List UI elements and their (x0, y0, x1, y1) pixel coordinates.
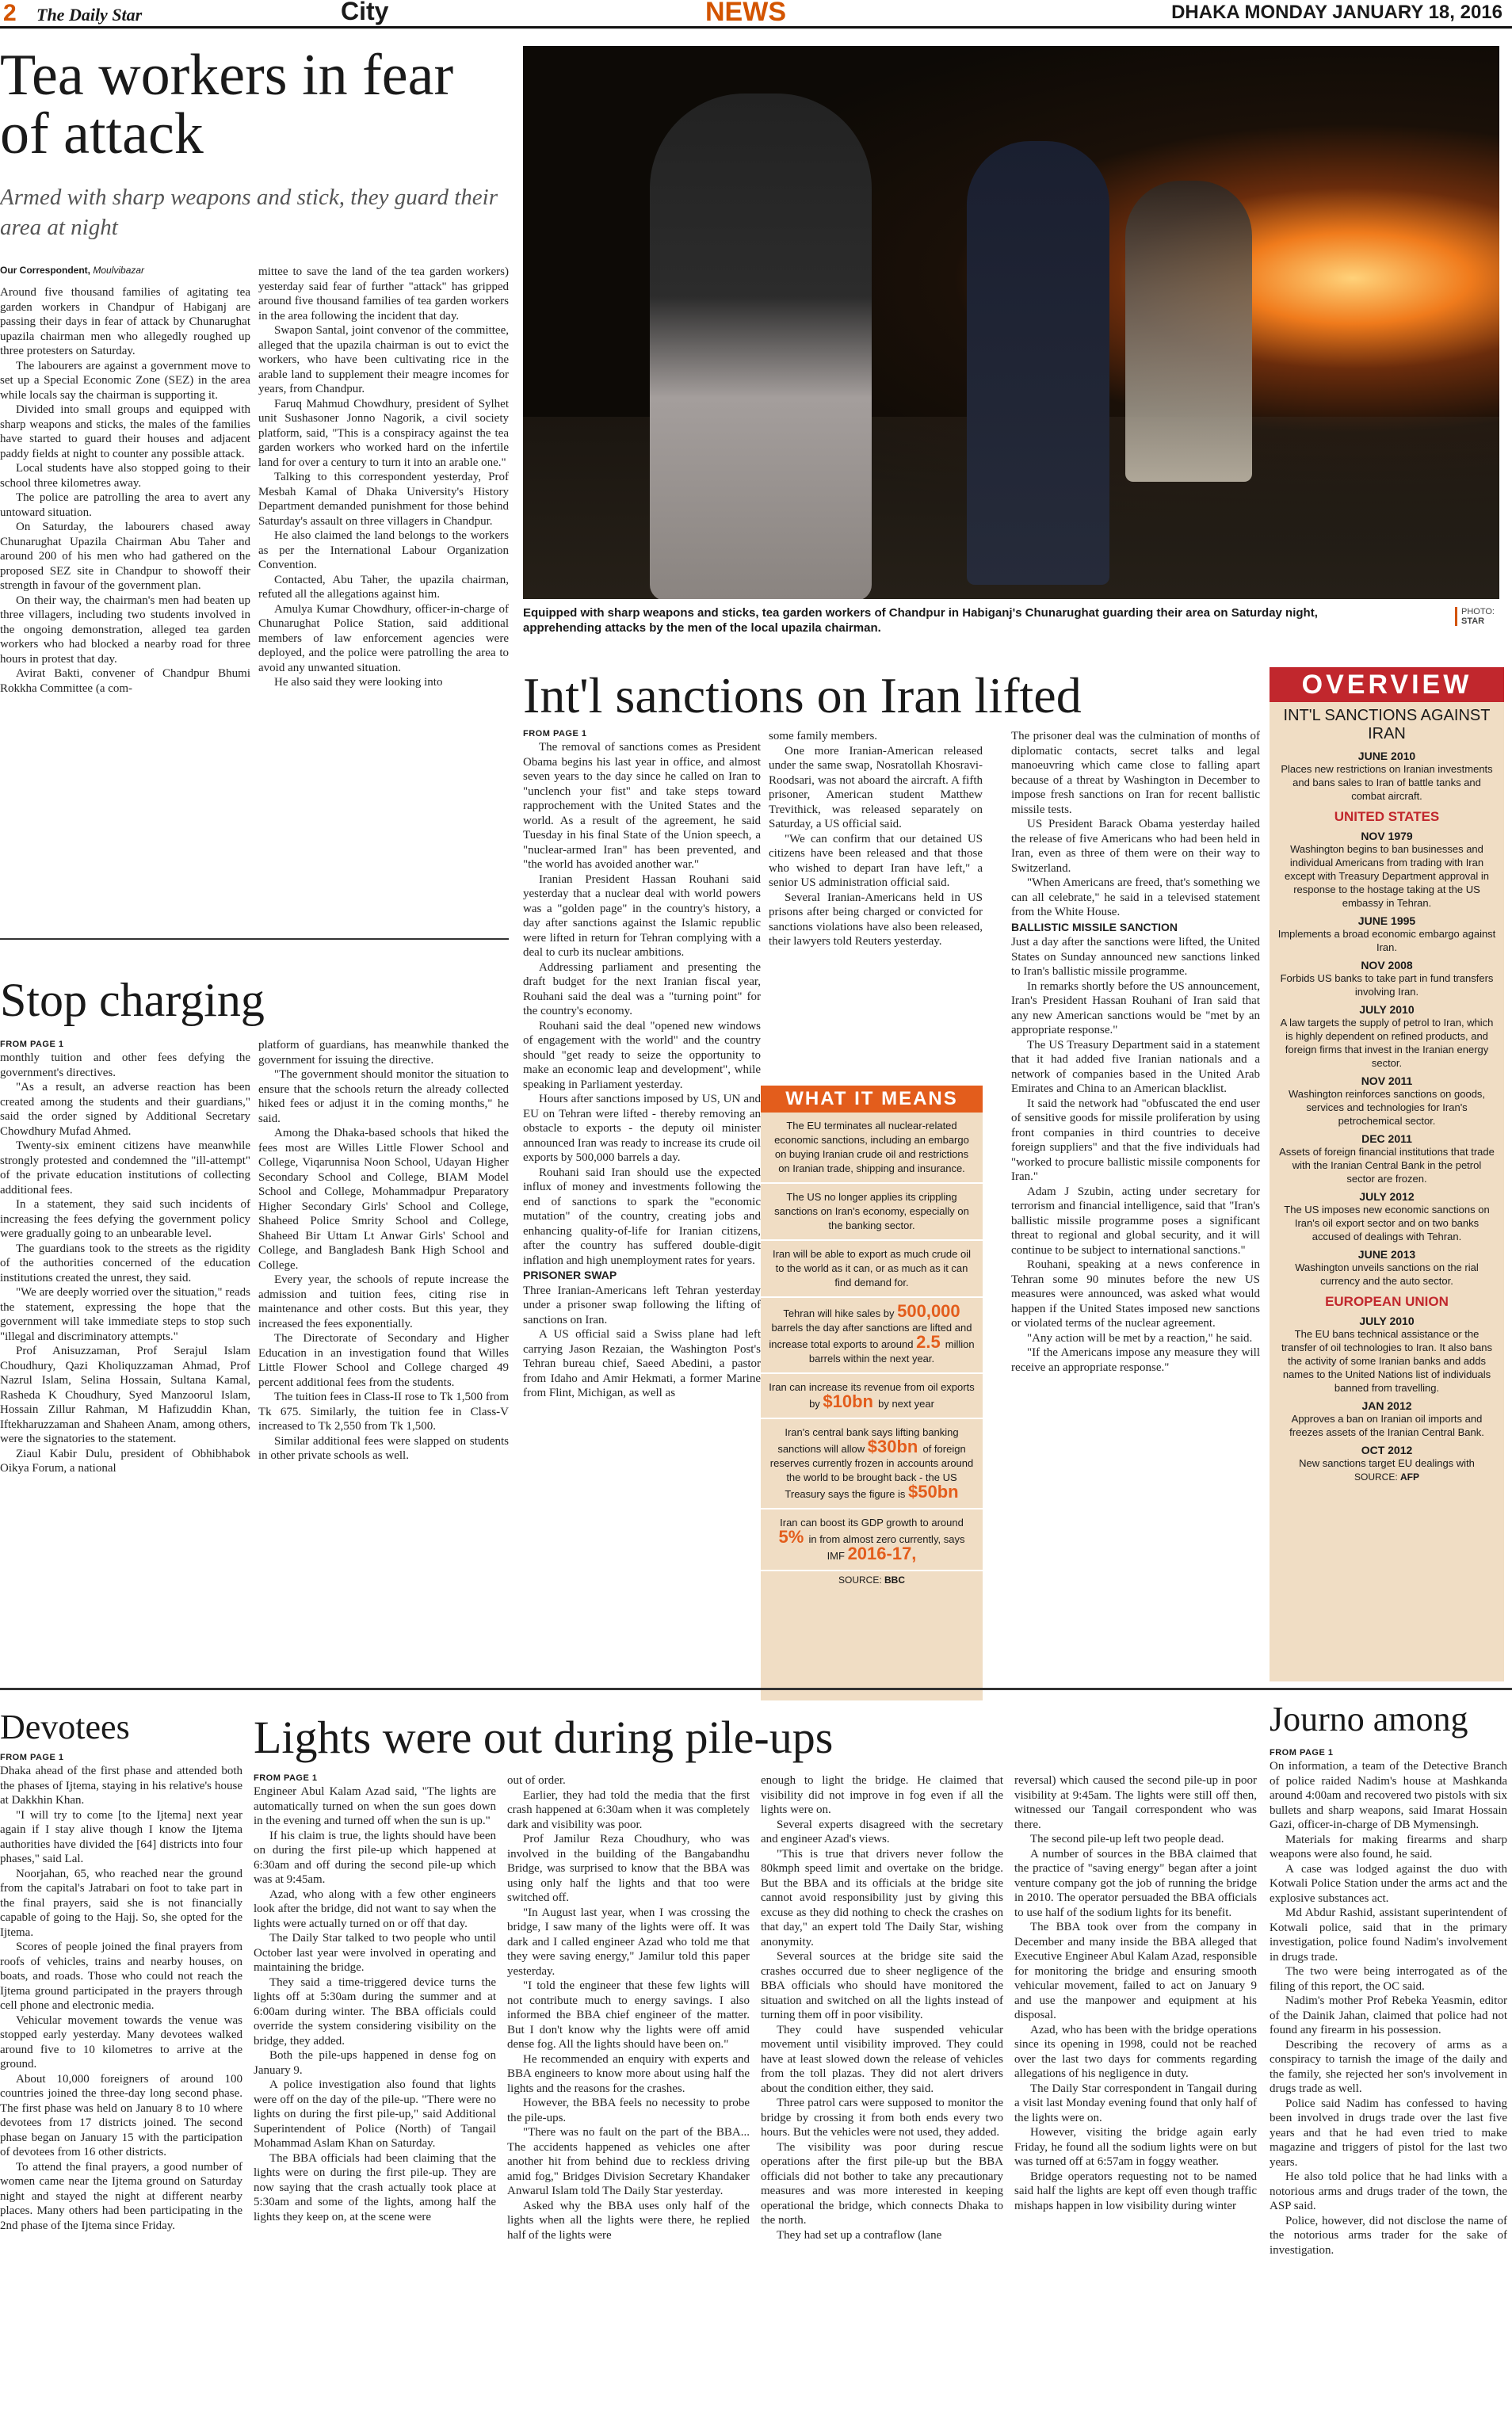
overview-text: Approves a ban on Iranian oil imports and freezes assets of the Iranian Central Bank. (1289, 1413, 1484, 1438)
overview-date: JUNE 2010 (1357, 750, 1416, 762)
highlight-figure: 2.5 (916, 1332, 945, 1352)
iran-column-1 (523, 740, 761, 1678)
paragraph: Describing the recovery of arms as a conspiracy to tarnish the image of the daily and the family, she rejected her son's involvement in drugs trade as well. (1270, 2038, 1507, 2095)
section-label: NEWS (705, 0, 786, 27)
paragraph: Engineer Abul Kalam Azad said, "The lights are automatically turned on when the sun goes down in the evening and turned off when the sun is up." (254, 1785, 496, 1827)
paragraph: Every year, the schools of repute increase the admission and tuition fees, citing rise in maintenance and other costs. But this year, they increased the fees exponentially. (258, 1273, 509, 1330)
paragraph: "This is true that drivers never follow the 80kmph speed limit and overtake on the bridge. But the BBA and its officials at the bridge site cannot avoid responsibility just by giving this excuse as they did nothing to check the crashes on that day," an expert told The Daily Star, wishing anonymity. (761, 1847, 1003, 1948)
paragraph: Swapon Santal, joint convenor of the committee, alleged that the upazila chairman is out to evict the workers, who have been cultivating rice in the arable land to supplement their meagre incomes for years, from Chandpur. (258, 324, 509, 395)
paragraph: It said the network had "obfuscated the end user of sensitive goods for missile proliferation by using front companies in third countries to deceive foreign suppliers" and that the five individuals had "worked to procure ballistic missile components for Iran." (1011, 1097, 1260, 1183)
paragraph: Noorjahan, 65, who reached near the ground from the capital's Jatrabari on foot to take part in the final prayers, said she is not financially capable of going to the Hajj. So, she opted for the Ijtema. (0, 1867, 242, 1939)
paragraph: He also told police that he had links with a notorious arms and drugs trader of the town, the ASP said. (1270, 2170, 1507, 2212)
devotees-jump: FROM PAGE 1 (0, 1753, 64, 1762)
paragraph: mittee to save the land of the tea garden workers) yesterday said fear of further "attack" has gripped around five thousand families of tea garden workers in the area following the incident that day. (258, 265, 509, 323)
lights-column-2 (507, 1773, 750, 2414)
source-name: BBC (884, 1574, 906, 1586)
paragraph: Adam J Szubin, acting under secretary for terrorism and financial intelligence, said that "Iran's ballistic missile programme poses a significant threat to regional and global security, and it will continue to be subject to international sanctions." (1011, 1185, 1260, 1257)
source-label: SOURCE: (838, 1574, 882, 1586)
paragraph: Nadim's mother Prof Rebeka Yeasmin, editor of the Dainik Jahan, claimed that police had not found any firearm in his possession. (1270, 1994, 1507, 2036)
overview-text: Washington unveils sanctions on the rial currency and the auto sector. (1295, 1261, 1479, 1287)
highlight-figure: 5% (778, 1527, 809, 1547)
overview-text: Assets of foreign financial institutions that trade with the Iranian Central Bank in the petrol sector are frozen. (1279, 1146, 1495, 1185)
what-it-means-item (761, 1113, 983, 1184)
paragraph: Prof Anisuzzaman, Prof Serajul Islam Choudhury, Qazi Kholiquzzaman Ahmad, Prof Nazrul Islam, Selina Hossain, Sultana Kamal, Rasheda K Choudhury, Syed Manzoorul Islam, Hossain Zillur Rahman, M Hafizuddin Khan, Iftekharuzzaman and Shaheen Anam, among others, were the signatories to the statement. (0, 1345, 250, 1445)
paragraph: The police are patrolling the area to avert any untoward situation. (0, 491, 250, 519)
paragraph: Local students have also stopped going to their school three kilometres away. (0, 462, 250, 490)
journo-column (1270, 1759, 1507, 2414)
highlight-figure: $30bn (867, 1437, 923, 1456)
what-it-means-item (761, 1510, 983, 1571)
paragraph: Twenty-six eminent citizens have meanwhile strongly protested and condemned the "ill-attempt" of the private education institutions of collecting additional fees. (0, 1139, 250, 1197)
paragraph: Faruq Mahmud Chowdhury, president of Sylhet unit Sushasoner Jonno Nagorik, a civil society platform, said, "This is a conspiracy against the tea garden workers who worked hard on the infertile land for over a century to turn it into an arable one." (258, 397, 509, 469)
item-text: Iran will be able to export as much crude oil to the world as it can, or as much as it can find demand for. (772, 1248, 971, 1288)
item-text: in (808, 1533, 820, 1545)
paragraph: A number of sources in the BBA claimed that the practice of "saving energy" began after a joint venture company got the job of running the bridge in 2010. The operator persuaded the BBA officials to use half of the sodium lights for its benefit. (1014, 1847, 1257, 1919)
paragraph: "If the Americans impose any measure they will receive an appropriate response." (1011, 1346, 1260, 1374)
item-text: from almost zero currently, says IMF (819, 1533, 965, 1562)
paragraph: "When Americans are freed, that's something we can all celebrate," he said in a televised statement from the White House. (1011, 876, 1260, 918)
paragraph: Dhaka ahead of the first phase and attended both the phases of Ijtema, staying in his relative's house at Dakkhin Khan. (0, 1765, 242, 1807)
paragraph: Hours after sanctions imposed by US, UN and EU on Tehran were lifted - thereby removing an obstacle to exports - the deputy oil minister announced Iran was ready to increase its crude oil exports by 500,000 barrels a day. (523, 1093, 761, 1164)
paragraph: In remarks shortly before the US announcement, Iran's President Hassan Rouhani of Iran said that any new American sanctions would be "met by an appropriate response." (1011, 979, 1260, 1036)
paragraph: He also claimed the land belongs to the workers as per the International Labour Organization Convention. (258, 529, 509, 571)
what-it-means-item (761, 1298, 983, 1374)
paragraph: They said a time-triggered device turns the lights off at 5:30am during the summer and at 6:00am during winter. The BBA officials could override the system considering visibility on the bridge, they added. (254, 1975, 496, 2048)
item-text: Iran's central bank says lifting banking sanctions will allow (777, 1426, 959, 1455)
paragraph: Amulya Kumar Chowdhury, officer-in-charge of Chunarughat Police Station, said additional members of law enforcement agencies were deployed, and the police were patrolling the area to avoid any unwanted situation. (258, 602, 509, 674)
overview-text: Forbids US banks to take part in fund transfers involving Iran. (1280, 972, 1494, 998)
paragraph: The two were being interrogated as of the filing of this report, the OC said. (1270, 1965, 1507, 1993)
paragraph: Three patrol cars were supposed to monitor the bridge by crossing it from both ends every two hours. But the vehicles were not used, they added. (761, 2097, 1003, 2139)
paragraph: monthly tuition and other fees defying the government's directives. (0, 1052, 250, 1079)
paragraph: On their way, the chairman's men had beaten up three villagers, including two students involved in the ongoing demonstration, alleged tea garden workers who had blocked a nearby road for three hours in protest that day. (0, 594, 250, 666)
what-it-means-item (761, 1184, 983, 1241)
lights-column-4 (1014, 1773, 1257, 2414)
paragraph: "The government should monitor the situation to ensure that the schools return the already collected hiked fees or adjust it in the coming months," he said. (258, 1068, 509, 1125)
item-text: by next year (878, 1398, 934, 1410)
paragraph: Several experts disagreed with the secretary and engineer Azad's views. (761, 1818, 1003, 1845)
paragraph: "We are deeply worried over the situation," reads the statement, expressing the hope that the government will take immediate steps to stop such "illegal and discriminatory attempts." (0, 1286, 250, 1343)
item-text: barrels the day after sanctions are lifted and increase total exports to around (769, 1322, 972, 1350)
divider (0, 1688, 1512, 1690)
paragraph: The Directorate of Secondary and Higher Education in an investigation found that Willes Little Flower School and College charged 49 percent additional fees from the students. (258, 1332, 509, 1389)
tea-workers-photo (523, 46, 1499, 599)
photo-credit (1455, 607, 1502, 626)
paragraph: Talking to this correspondent yesterday, Prof Mesbah Kamal of Dhaka University's History Department demanded punishment for those behind Saturday's assault on three villagers in Chandpur. (258, 471, 509, 528)
overview-text: Washington reinforces sanctions on goods, services and technologies for Iran's petrochemical sector. (1288, 1088, 1486, 1127)
highlight-figure: 500,000 (897, 1301, 960, 1321)
paragraph: "In August last year, when I was crossing the bridge, I saw many of the lights were off. It was dark and I called engineer Azad who told me that they were saving energy," Jamilur told this paper yesterday. (507, 1906, 750, 1978)
paragraph: The tuition fees in Class-II rose to Tk 1,500 from Tk 675. Similarly, the tuition fee in Class-V increased to Tk 2,550 from Tk 1,500. (258, 1391, 509, 1433)
paragraph: platform of guardians, has meanwhile thanked the government for issuing the directive. (258, 1039, 509, 1067)
overview-date: JAN 2012 (1361, 1399, 1412, 1412)
dateline: DHAKA MONDAY JANUARY 18, 2016 (1171, 2, 1502, 23)
iran-headline: Int'l sanctions on Iran lifted (523, 667, 1082, 723)
paragraph: The BBA officials had been claiming that the lights were on during the first pile-up. They are now saying that the crash actually took place at 5:30am and some of the lights, among half the lights they keep on, at the scene were (254, 2151, 496, 2223)
lights-headline: Lights were out during pile-ups (254, 1712, 834, 1763)
paragraph: "There was no fault on the part of the BBA... The accidents happened as vehicles one after another hit from behind due to reckless driving amid fog," Bridges Division Secretary Khandaker Anwarul Islam told The Daily Star yesterday. (507, 2126, 750, 2197)
paragraph: Police said Nadim has confessed to having been involved in drugs trade over the last five years and that he had even tried to make magazine and triggers of pistol for the last two years. (1270, 2097, 1507, 2169)
paragraph: Rouhani, speaking at a news conference in Tehran some 90 minutes before the new US measures were announced, was asked what would happen if the United States imposed new sanctions or violated terms of the nuclear agreement. (1011, 1258, 1260, 1330)
paragraph: Asked why the BBA uses only half of the lights when all the lights were there, he replied half of the lights were (507, 2199, 750, 2242)
photo-figure-back (1125, 181, 1252, 482)
paragraph: "I told the engineer that these few lights will not contribute much to energy savings. I also informed the BBA chief engineer of the matter. But I don't know why the lights were off amid dense fog. All the lights should have been on." (507, 1979, 750, 2051)
paragraph: Avirat Bakti, convener of Chandpur Bhumi Rokkha Committee (a com- (0, 667, 250, 695)
paragraph: Several Iranian-Americans held in US prisons after being charged or convicted for sanctions violations have also been released, their lawyers told Reuters yesterday. (769, 891, 983, 948)
overview-title: OVERVIEW (1270, 667, 1504, 702)
paragraph: Azad, who has been with the bridge operations since its opening in 1998, could not be reached over the last two days for comments regarding allegations of his negligence in duty. (1014, 2023, 1257, 2080)
paragraph: Police, however, did not disclose the name of the notorious arms trader for the sake of investigation. (1270, 2214, 1507, 2257)
devotees-headline: Devotees (0, 1708, 130, 1746)
overview-text: New sanctions target EU dealings with (1299, 1457, 1475, 1469)
item-text: Tehran will hike sales by (783, 1307, 898, 1319)
subheading: PRISONER SWAP (523, 1269, 617, 1281)
stop-column-2 (258, 1038, 509, 1685)
what-it-means-source (761, 1574, 983, 1586)
subheading: BALLISTIC MISSILE SANCTION (1011, 920, 1178, 933)
overview-date: JULY 2010 (1359, 1315, 1415, 1327)
paragraph: some family members. (769, 730, 878, 742)
paragraph: The labourers are against a government move to set up a Special Economic Zone (SEZ) in the area while locals say the chairman is supporting it. (0, 359, 250, 402)
tea-subhead: Armed with sharp weapons and stick, they guard their area at night (0, 185, 498, 240)
paragraph: About 10,000 foreigners of around 100 countries joined the three-day long second phase. The first phase was held on January 8 to 10 where devotees from 17 districts joined. The second phase began on January 15 with the participation of devotees from 16 other districts. (0, 2072, 242, 2158)
iran-column-2 (761, 729, 983, 1081)
paragraph: "We can confirm that our detained US citizens have been released and that those who wished to depart Iran have left," a senior US administration official said. (769, 832, 983, 889)
paragraph: On Saturday, the labourers chased away Chunarughat Upazila Chairman Abu Taher and around 200 of his men who had gathered on the proposed SEZ site in Chandpur to showoff their strength in favour of the government plan. (0, 521, 250, 592)
paragraph: Scores of people joined the final prayers from roofs of vehicles, trains and nearby houses, on boats, and roads. Those who could not reach the Ijtema ground participated in the prayers through cell phone and electronic media. (0, 1941, 242, 2012)
paragraph: The visibility was poor during rescue operations after the first pile-up but the BBA officials did not bother to take any precautionary measures and was more interested in keeping operational the bridge, which connects Dhaka to the north. (761, 2140, 1003, 2227)
overview-source (1270, 1471, 1504, 1483)
photo-figure-middle (967, 141, 1109, 585)
what-it-means-item (761, 1241, 983, 1298)
highlight-figure: $10bn (823, 1391, 879, 1411)
paragraph: The Daily Star talked to two people who until October last year were involved in operating and maintaining the bridge. (254, 1932, 496, 1974)
paragraph: Addressing parliament and presenting the draft budget for the next Iranian fiscal year, Rouhani said the deal was a "turning point" for the country's economy. (523, 960, 761, 1017)
paragraph: He recommended an enquiry with experts and BBA engineers to know more about using half the lights and the reasons for the crashes. (507, 2052, 750, 2095)
paragraph: Azad, who along with a few other engineers look after the bridge, did not want to say when the lights were actually turned on or off that day. (254, 1887, 496, 1930)
paragraph: enough to light the bridge. He claimed that visibility did not improve in fog even if all the lights were on. (761, 1774, 1003, 1816)
paragraph: Rouhani said Iran should use the expected influx of money and investments following the end of sanctions to spark the "economic mutation" of the country, creating jobs and enhancing quality-of-life for Iranian citizens, after the country has suffered double-digit inflation and high unemployment rates for years. (523, 1166, 761, 1267)
paragraph: The Daily Star correspondent in Tangail during a visit last Monday evening found that only half of the lights were on. (1014, 2082, 1257, 2124)
masthead: The Daily Star (36, 5, 143, 25)
paragraph: reversal) which caused the second pile-up in poor visibility at 9:45am. The lights were still off then, witnessed our Tangail correspondent who was there. (1014, 1774, 1257, 1831)
paragraph: "I will try to come [to the Ijtema] next year again if I stay alive though I know the Ijtema authorities have divided the [64] districts into four phases," said Lal. (0, 1808, 242, 1865)
paragraph: "Any action will be met by a reaction," he said. (1027, 1331, 1253, 1345)
paragraph: To attend the final prayers, a good number of women came near the Ijtema ground on Saturday night and stayed the night at different nearby places. Many others had been participating in the 2nd phase of the Ijtema since Friday. (0, 2160, 242, 2232)
stop-headline: Stop charging (0, 974, 265, 1026)
paragraph: Md Abdur Rashid, assistant superintendent of Kotwali police, said that in the primary investigation, police found Nadim's involvement in drugs trade. (1270, 1906, 1507, 1964)
paragraph: A police investigation also found that lights were off on the day of the pile-up. "There were no lights on during the first pile-up," said Additional Superintendent of Police (North) of Tangail Mohammad Aslam Khan on Saturday. (254, 2078, 496, 2150)
paragraph: A case was lodged against the duo with Kotwali Police Station under the arms act and the explosive substances act. (1270, 1862, 1507, 1905)
what-it-means-title: WHAT IT MEANS (761, 1086, 983, 1113)
journo-jump: FROM PAGE 1 (1270, 1748, 1334, 1758)
paragraph: They could have suspended vehicular movement until visibility improved. They could have at least slowed down the release of vehicles from the toll plazas. They did not alert drivers about the condition either, they said. (761, 2023, 1003, 2095)
overview-date: NOV 2011 (1361, 1074, 1413, 1087)
journo-headline: Journo among (1270, 1700, 1468, 1739)
devotees-column (0, 1764, 242, 2414)
tea-column-2 (258, 265, 509, 932)
stop-jump: FROM PAGE 1 (0, 1040, 64, 1049)
paragraph: Similar additional fees were slapped on students in other private schools as well. (258, 1434, 509, 1462)
paragraph: He also said they were looking into (274, 676, 443, 689)
page-number: 2 (3, 0, 17, 26)
paragraph: However, the BBA feels no necessity to probe the pile-ups. (507, 2097, 750, 2124)
item-text: The US no longer applies its crippling sanctions on Iran's economy, especially on the banking sector. (774, 1191, 969, 1231)
item-text: The EU terminates all nuclear-related economic sanctions, including an embargo on buying Iranian crude oil and restrictions on Iranian trade, shipping and insurance. (774, 1120, 969, 1174)
byline-dateline: Moulvibazar (93, 265, 145, 276)
paragraph: Three Iranian-Americans left Tehran yesterday under a prisoner swap following the lifting of sanctions on Iran. (523, 1284, 761, 1326)
divider (0, 938, 509, 940)
paragraph: The prisoner deal was the culmination of months of diplomatic contacts, secret talks and legal manoeuvring which came close to falling apart because of a threat by Washington in December to impose fresh sanctions on Iran for recent ballistic missile tests. (1011, 730, 1260, 816)
overview-text: The EU bans technical assistance or the transfer of oil technologies to Iran. It also bans the activity of some Iranian banks and adds names to the United Nations list of individuals banned from travelling. (1281, 1328, 1492, 1394)
what-it-means-box (761, 1086, 983, 1700)
paragraph: The guardians took to the streets as the rigidity of the authorities concerned of the education institutions created the unrest, they said. (0, 1242, 250, 1284)
source-label: SOURCE: (1354, 1471, 1398, 1483)
tea-byline (0, 265, 144, 276)
what-it-means-item (761, 1374, 983, 1419)
highlight-figure: $50bn (907, 1482, 959, 1502)
paragraph: However, visiting the bridge again early Friday, he found all the sodium lights were on but was turned off at 6:57am in foggy weather. (1014, 2126, 1257, 2168)
paragraph: Divided into small groups and equipped with sharp weapons and sticks, the males of the families have started to guard their houses and adjacent paddy fields at night to counter any possible attack. (0, 403, 250, 460)
paragraph: Bridge operators requesting not to be named said half the lights are kept off even though traffic mishaps happen in low visibility during winter (1014, 2170, 1257, 2212)
paragraph: A US official said a Swiss plane had left carrying Jason Rezaian, the Washington Post's Tehran bureau chief, Saeed Abedini, a pastor from Idaho and Amir Hekmati, a former Marine from Flint, Michigan, as well as (523, 1328, 761, 1399)
overview-date: JUNE 1995 (1357, 914, 1416, 927)
highlight-figure: 2016-17, (847, 1544, 917, 1563)
stop-column-1 (0, 1051, 250, 1685)
photo-figure-front (650, 94, 872, 599)
photo-caption: Equipped with sharp weapons and sticks, tea garden workers of Chandpur in Habiganj's Chunarughat guarding their area on Saturday night, apprehending attacks by the men of the local upazila chairman. (523, 606, 1318, 635)
overview-region: UNITED STATES (1334, 809, 1440, 824)
lights-column-1 (254, 1784, 496, 2414)
paragraph: One more Iranian-American released under the same swap, Nosratollah Khosravi-Roodsari, was not aboard the aircraft. A fifth prisoner, American student Matthew Trevithick, was released separately on Saturday, a US official said. (769, 744, 983, 830)
overview-date: DEC 2011 (1361, 1132, 1412, 1145)
overview-text: A law targets the supply of petrol to Iran, which is highly dependent on refined products, and foreign firms that invest in the Iranian energy sector. (1280, 1017, 1494, 1069)
overview-text: Places new restrictions on Iranian investments and bans sales to Iran of battle tanks and combat aircraft. (1281, 763, 1493, 802)
paragraph: Just a day after the sanctions were lifted, the United States on Sunday announced new sanctions linked to Iran's ballistic missile programme. (1011, 936, 1260, 978)
overview-date: NOV 1979 (1361, 830, 1413, 842)
overview-text: Implements a broad economic embargo against Iran. (1277, 928, 1496, 953)
paragraph: They had set up a contraflow (lane (777, 2228, 942, 2242)
overview-date: JULY 2012 (1359, 1190, 1415, 1203)
source-name: AFP (1400, 1471, 1420, 1483)
paragraph: Materials for making firearms and sharp weapons were also found, he said. (1270, 1833, 1507, 1861)
paragraph: Iranian President Hassan Rouhani said yesterday that a nuclear deal with world powers was a "golden page" in the country's history, a day after sanctions against the Islamic republic were lifted in return for Tehran complying with a deal to curb its nuclear ambitions. (523, 872, 761, 959)
paragraph: On information, a team of the Detective Branch of police raided Nadim's house at Mashkanda around 4:00am and recovered two pistols with six bullets and sharp weapons, said Imarat Hossain Gazi, officer-in-charge of DB Mymensingh. (1270, 1760, 1507, 1831)
tea-headline: Tea workers in fear of attack (0, 43, 454, 166)
paragraph: Among the Dhaka-based schools that hiked the fees most are Willes Little Flower School and College, Viqarunnisa Noon School, Udayan Higher Secondary School and College, BIAM Model School and College, Mohammadpur Preparatory Higher Secondary Girls' School and College, Shaheed Police Smrity School and College, Shaheed Bir Uttam Lt Anwar Girls' School and College, and Bangladesh Bank High School and College. (258, 1127, 509, 1272)
byline-name: Our Correspondent, (0, 265, 91, 276)
paragraph: Both the pile-ups happened in dense fog on January 9. (254, 2049, 496, 2077)
iran-jump: FROM PAGE 1 (523, 729, 587, 739)
paragraph: If his claim is true, the lights should have been on during the first pile-up which happened at 6:30am and off during the second pile-up which was at 9:45am. (254, 1829, 496, 1886)
paragraph: Contacted, Abu Taher, the upazila chairman, refuted all the allegations against him. (258, 573, 509, 601)
item-text: Iran can boost its GDP growth to around (780, 1517, 964, 1529)
overview-subtitle: INT'L SANCTIONS AGAINST IRAN (1283, 707, 1491, 742)
paragraph: "As a result, an adverse reaction has been created among the students and their guardians," said the order signed by Additional Secretary Chowdhury Mufad Ahmed. (0, 1081, 250, 1138)
paragraph: Around five thousand families of agitating tea garden workers in Chandpur of Habiganj are passing their days in fear of attack by Chunarughat upazila chairman men who allegedly roughed up three protesters on Saturday. (0, 286, 250, 357)
tea-column-1 (0, 285, 250, 932)
paragraph: Several sources at the bridge site said the crashes occurred due to sheer negligence of the BBA officials who should have monitored the situation and switched on all the lights instead of turning them off in poor visibility. (761, 1950, 1003, 2021)
paragraph: The removal of sanctions comes as President Obama begins his last year in office, and almost seven years to the day since he called on Iran to "unclench your fist" and take steps toward rapprochement with the United States and the world. As a result of the agreement, he said Tuesday in his final State of the Union speech, a "nuclear-armed Iran" has been prevented, and "the world has avoided another war." (523, 741, 761, 871)
paragraph: Ziaul Kabir Dulu, president of Obhibhabok Oikya Forum, a national (0, 1447, 250, 1475)
overview-date: JULY 2010 (1359, 1003, 1415, 1016)
paragraph: The second pile-up left two people dead. (1030, 1833, 1224, 1845)
overview-region: EUROPEAN UNION (1325, 1294, 1449, 1309)
paragraph: In a statement, they said such incidents of increasing the fees defying the government policy were gradually going to an unbearable level. (0, 1198, 250, 1240)
photo-credit-name: STAR (1461, 616, 1485, 626)
page-header (0, 0, 1512, 29)
iran-column-3 (1011, 729, 1260, 1678)
overview-date: NOV 2008 (1361, 959, 1413, 971)
what-it-means-item (761, 1419, 983, 1510)
section-name: City (341, 0, 389, 25)
what-it-means-list (761, 1113, 983, 1571)
paragraph: Rouhani said the deal "opened new windows of engagement with the world" and the country should "get ready to seize the opportunity to make an economic leap and development", while speaking in Parliament yesterday. (523, 1019, 761, 1091)
paragraph: Prof Jamilur Reza Choudhury, who was involved in the building of the Bangabandhu Bridge, was surprised to know that the BBA was using only half the lights and that too were switched off. (507, 1833, 750, 1904)
paragraph: US President Barack Obama yesterday hailed the release of five Americans who had been held in Iran, even as three of them were on their way to Switzerland. (1011, 818, 1260, 875)
paragraph: Vehicular movement towards the venue was stopped early yesterday. Many devotees walked around five to 10 kilometres to arrive at the ground. (0, 2013, 242, 2071)
lights-jump: FROM PAGE 1 (254, 1773, 318, 1783)
item-text: Iran can increase its revenue from oil exports by (769, 1381, 975, 1410)
overview-text: The US imposes new economic sanctions on Iran's oil export sector and on two banks accused of dealings with Tehran. (1284, 1204, 1490, 1242)
overview-text: Washington begins to ban businesses and individual Americans from trading with Iran except with Treasury Department approval in response to the hostage taking at the US embassy in Tehran. (1285, 843, 1489, 909)
item-text: of foreign reserves currently frozen in accounts around the world to be brought back - the US Treasury says the figure is (769, 1443, 974, 1500)
paragraph: out of order. (507, 1774, 566, 1787)
paragraph: Earlier, they had told the media that the first crash happened at 6:30am when it was completely dark and visibility was poor. (507, 1788, 750, 1831)
overview-box (1270, 667, 1504, 1681)
overview-timeline (1270, 750, 1504, 1470)
paragraph: The US Treasury Department said in a statement that it had added five Iranian nationals and a network of companies based in the United Arab Emirates and China to an American blacklist. (1011, 1038, 1260, 1095)
photo-credit-label: PHOTO: (1461, 607, 1495, 616)
item-text: million barrels within the next year. (808, 1338, 975, 1364)
overview-date: JUNE 2013 (1357, 1248, 1416, 1261)
lights-column-3 (761, 1773, 1003, 2414)
paragraph: The BBA took over from the company in December and many inside the BBA alleged that Executive Engineer Abul Kalam Azad, responsible for monitoring the bridge and ensuring smooth vehicular movement, failed to act on January 9 and use the manpower and equipment at his disposal. (1014, 1921, 1257, 2021)
overview-date: OCT 2012 (1361, 1444, 1413, 1456)
